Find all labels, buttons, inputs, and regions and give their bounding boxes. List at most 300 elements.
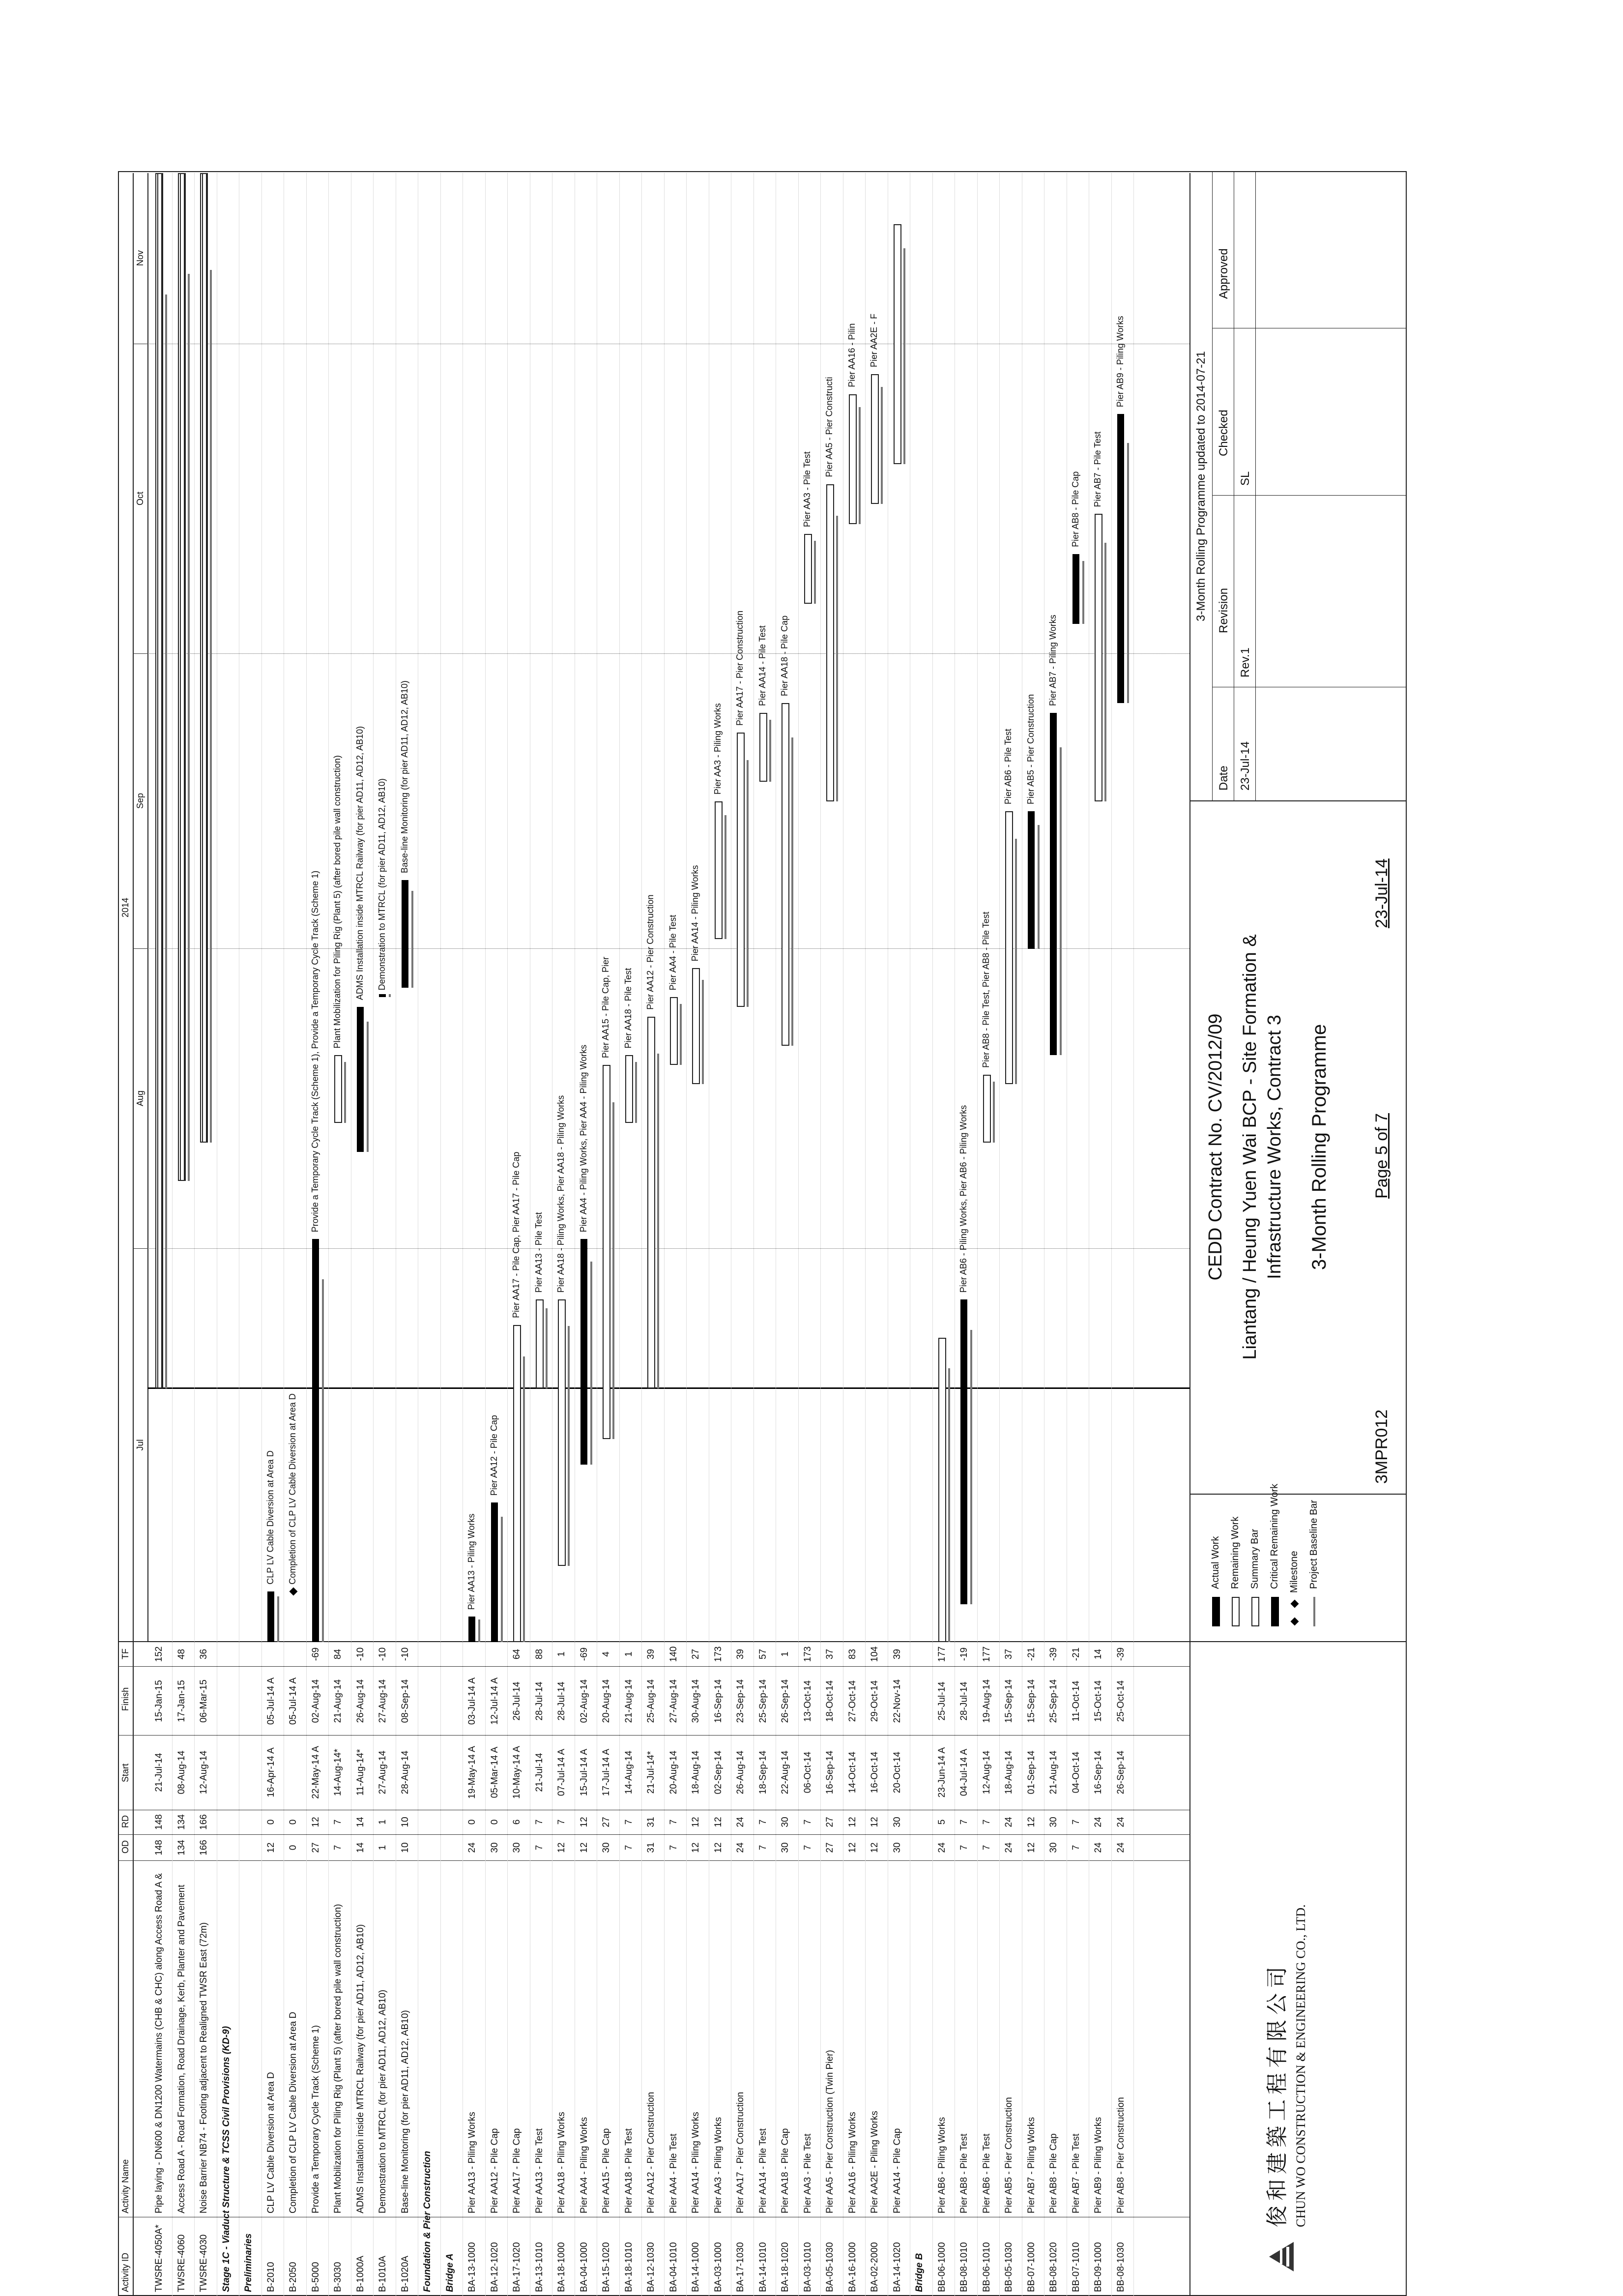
row-separator [306,173,307,2296]
month-gridline [147,1248,1189,1249]
activity-id: BA-03-1000 [713,2242,724,2292]
remaining-duration: 0 [288,1819,298,1825]
table-row[interactable] [1112,1642,1130,2296]
gantt-bar[interactable] [983,1075,991,1143]
finish-date: 30-Aug-14 [691,1679,701,1723]
legend-critical-remaining: Critical Remaining Work [1269,1484,1280,1626]
gantt-bar[interactable] [580,1239,587,1464]
table-row[interactable] [1068,1642,1085,2296]
activity-id: BA-18-1000 [556,2242,567,2292]
bar-label: Pier AA14 - Piling Works [690,865,700,962]
total-float: -39 [1115,1647,1126,1661]
total-float: 14 [1093,1648,1103,1660]
original-duration: 148 [154,1840,164,1855]
table-row[interactable] [553,1642,571,2296]
finish-date: 22-Nov-14 [892,1679,902,1723]
gantt-bar[interactable] [1117,414,1124,703]
gantt-bar[interactable] [513,1325,521,1642]
gantt-bar[interactable] [826,484,834,801]
activity-id: BA-16-1000 [847,2242,858,2292]
baseline-bar [859,407,861,524]
activity-id: BA-18-1010 [623,2242,634,2292]
remaining-duration: 7 [668,1819,679,1825]
bar-label: CLP LV Cable Diversion at Area D [265,1450,275,1585]
gantt-bar[interactable] [267,1591,274,1642]
start-date: 10-May-14 A [512,1746,522,1799]
original-duration: 24 [1115,1842,1126,1853]
legend-baseline: Project Baseline Bar [1308,1500,1320,1626]
table-row[interactable] [262,1642,280,2296]
activity-id: TWSRE-4050A* [154,2224,164,2292]
title-block [1190,800,1406,1495]
total-float: 84 [333,1648,343,1660]
col-od: OD [120,1840,130,1854]
group-row[interactable] [911,1642,928,2296]
remaining-duration: 14 [355,1817,366,1827]
bar-label: Pier AA13 - Pile Test [533,1212,544,1293]
total-float: 140 [668,1646,679,1662]
gantt-bar[interactable] [402,880,408,988]
baseline-bar [970,1330,972,1604]
activity-id: BA-12-1030 [646,2242,656,2292]
activity-name: ADMS Installation inside MTRCL Railway (for pier AD11, AD12, AB10) [355,1924,366,2213]
finish-date: 28-Jul-14 [959,1681,969,1721]
original-duration: 30 [601,1842,611,1853]
group-row[interactable] [419,1642,436,2296]
table-row[interactable] [486,1642,504,2296]
activity-name: Demonstration to MTRCL (for pier AD11, AD12, AB10) [377,1989,388,2213]
activity-id: TWSRE-4030 [199,2234,209,2292]
total-float: 177 [981,1646,992,1662]
start-date: 16-Oct-14 [869,1751,880,1794]
table-row[interactable] [1090,1642,1107,2296]
table-row[interactable] [665,1642,683,2296]
revision-number: Rev.1 [1239,648,1252,677]
remaining-duration: 27 [601,1817,611,1827]
original-duration: 166 [199,1840,209,1855]
finish-date: 26-Jul-14 [512,1681,522,1721]
activity-name: Pier AA17 - Pier Construction [735,2091,746,2213]
table-row[interactable] [508,1642,526,2296]
activity-name: Pier AA3 - Pile Test [802,2133,813,2213]
remaining-duration: 10 [400,1817,410,1827]
gantt-bar[interactable] [670,997,678,1065]
table-row[interactable] [531,1642,549,2296]
activity-id: BA-14-1020 [892,2242,902,2292]
bar-label: Pier AB7 - Pile Test [1093,431,1102,507]
total-float: -10 [400,1647,410,1661]
start-date: 14-Aug-14 [623,1750,634,1795]
bar-label: Pier AA13 - Piling Works [466,1513,476,1610]
total-float: 1 [556,1651,567,1657]
remaining-duration: 134 [176,1814,187,1830]
table-row[interactable] [374,1642,392,2296]
bar-label: Pier AB8 - Pile Cap [1070,471,1080,547]
table-row[interactable] [710,1642,727,2296]
total-float: 173 [802,1646,813,1662]
diamond-icon [1290,1618,1299,1626]
finish-date: 20-Aug-14 [601,1679,611,1723]
start-date: 14-Aug-14* [333,1748,343,1796]
gantt-bar[interactable] [357,1007,364,1152]
row-separator [440,173,441,2296]
activity-id: BB-06-1010 [981,2242,992,2292]
activity-name: Pier AA13 - Pile Test [534,2128,545,2213]
total-float: -19 [959,1647,969,1661]
finish-date: 23-Sep-14 [735,1679,746,1723]
gantt-bar[interactable] [715,801,723,939]
table-row[interactable] [866,1642,884,2296]
remaining-duration: 30 [892,1817,902,1827]
remaining-duration: 7 [802,1819,813,1825]
legend-milestone: Milestone [1289,1551,1300,1626]
table-row[interactable] [799,1642,817,2296]
revision-header-approved: Approved [1217,248,1230,299]
summary-bar[interactable] [180,173,185,1181]
original-duration: 24 [735,1842,746,1853]
baseline-bar [1127,443,1129,703]
bar-label: Pier AB6 - Piling Works, Pier AB6 - Piling Works [958,1105,968,1293]
remaining-duration: 166 [199,1814,209,1830]
total-float: 39 [892,1648,902,1660]
start-date: 16-Sep-14 [1093,1750,1103,1795]
original-duration: 12 [691,1842,701,1853]
gantt-bar[interactable] [849,394,857,524]
month-nov: Nov [133,173,147,344]
total-float: -39 [1048,1647,1059,1661]
row-separator [194,173,195,2296]
row-separator [820,173,821,2296]
finish-date: 15-Sep-14 [1026,1679,1037,1723]
gantt-bar[interactable] [692,968,700,1084]
bar-label: Pier AA3 - Piling Works [712,703,723,795]
start-date: 18-Sep-14 [757,1750,768,1795]
start-date: 12-Aug-14 [981,1750,992,1795]
gantt-bar[interactable] [759,713,767,782]
baseline-bar [993,1082,995,1143]
activity-name: Pier AB8 - Pier Construction [1115,2097,1126,2213]
row-separator [686,173,687,2296]
gantt-bar[interactable] [1095,514,1102,801]
finish-date: 02-Aug-14 [579,1679,589,1723]
table-row[interactable] [464,1642,481,2296]
finish-date: 28-Jul-14 [534,1681,545,1721]
baseline-bar [814,541,816,604]
start-date: 20-Oct-14 [892,1751,902,1794]
remaining-duration: 24 [1115,1817,1126,1827]
baseline-bar [1038,825,1040,949]
activity-id: BA-18-1020 [780,2242,790,2292]
activity-id: B-1010A [377,2256,388,2292]
month-jul: Jul [133,1248,147,1642]
remaining-duration: 12 [869,1817,880,1827]
gantt-bar[interactable] [536,1299,544,1388]
activity-id: BA-02-2000 [869,2242,880,2292]
original-duration: 31 [646,1842,656,1853]
finish-date: 12-Jul-14 A [489,1677,500,1725]
finish-date: 25-Sep-14 [757,1679,768,1723]
activity-name: Pier AB8 - Pile Cap [1048,2133,1059,2213]
bar-label: Pier AA18 - Pile Cap [780,615,789,696]
remaining-duration: 7 [534,1819,545,1825]
table-row[interactable] [978,1642,996,2296]
revision-header-checked: Checked [1217,410,1230,456]
total-float: 177 [936,1646,947,1662]
bar-label: Pier AA12 - Pier Construction [645,894,655,1010]
activity-name: Provide a Temporary Cycle Track (Scheme 1) [310,2025,321,2213]
activity-name: Pier AA14 - Pile Test [757,2128,768,2213]
revision-checked: SL [1239,471,1252,486]
group-row[interactable] [218,1642,235,2296]
start-date: 06-Oct-14 [802,1751,813,1794]
activity-name: Pier AA17 - Pile Cap [512,2128,522,2213]
baseline-bar [546,1308,548,1388]
remaining-duration: 148 [154,1814,164,1830]
footer [1189,173,1406,2296]
bar-label: Pier AA16 - Pilin [846,323,857,387]
finish-date: 26-Sep-14 [780,1679,790,1723]
gantt-bar[interactable] [334,1055,342,1123]
original-duration: 10 [400,1842,410,1853]
total-float: 39 [646,1648,656,1660]
data-date-line [147,1387,1189,1389]
finish-date: 05-Jul-14 A [288,1677,298,1725]
finish-date: 25-Oct-14 [1115,1680,1126,1722]
start-date: 21-Aug-14 [1048,1750,1059,1795]
table-row[interactable] [173,1642,191,2296]
total-float: 27 [691,1648,701,1660]
activity-id: BA-14-1010 [757,2242,768,2292]
original-duration: 30 [1048,1842,1059,1853]
original-duration: 7 [1071,1845,1081,1851]
gantt-bar[interactable] [871,374,879,504]
bar-label: Plant Mobilization for Piling Rig (Plant 5) (after bored pile wall construction) [332,755,342,1049]
activity-id: TWSRE-4060 [176,2234,187,2292]
gantt-bar[interactable] [894,224,901,464]
remaining-duration: 0 [265,1819,276,1825]
activity-name: Pipe laying - DN600 & DN1200 Watermains (CHB & CHC) along Access Road A & [154,1873,164,2213]
revision-date: 23-Jul-14 [1239,741,1252,791]
original-duration: 30 [892,1842,902,1853]
gantt-bar[interactable] [379,994,386,997]
gantt-bar[interactable] [804,534,812,604]
activity-id: BA-13-1010 [534,2242,545,2292]
group-title: Bridge B [914,2253,925,2292]
remaining-duration: 24 [1004,1817,1014,1827]
start-date: 22-Aug-14 [780,1750,790,1795]
table-row[interactable] [642,1642,660,2296]
table-row[interactable] [754,1642,772,2296]
original-duration: 12 [556,1842,567,1853]
bar-label: Pier AB6 - Pile Test [1003,729,1013,804]
table-row[interactable] [1023,1642,1041,2296]
table-row[interactable] [933,1642,951,2296]
bar-label: Pier AA17 - Pile Cap, Pier AA17 - Pile Cap [511,1151,521,1318]
bar-label: Pier AB7 - Piling Works [1048,615,1058,706]
original-duration: 24 [936,1842,947,1853]
finish-date: 27-Aug-14 [668,1679,679,1723]
table-row[interactable] [598,1642,615,2296]
total-float: 64 [512,1648,522,1660]
finish-date: 28-Jul-14 [556,1681,567,1721]
original-duration: 12 [847,1842,858,1853]
programme-date: 23-Jul-14 [1372,858,1391,928]
gantt-bar[interactable] [1028,811,1035,949]
table-row[interactable] [352,1642,370,2296]
baseline-bar [344,1062,346,1123]
activity-id: BB-07-1010 [1071,2242,1081,2292]
original-duration: 7 [802,1845,813,1851]
activity-name: Pier AB6 - Pile Test [981,2133,992,2213]
total-float: 104 [869,1646,880,1662]
gantt-bar[interactable] [938,1338,946,1642]
baseline-bar [680,1004,682,1065]
remaining-duration: 6 [512,1819,522,1825]
table-row[interactable] [329,1642,347,2296]
activity-name: Pier AA3 - Piling Works [713,2117,724,2213]
gantt-bar[interactable] [647,1017,655,1388]
original-duration: 0 [288,1845,298,1851]
table-row[interactable] [307,1642,325,2296]
finish-date: 15-Jan-15 [154,1680,164,1722]
table-row[interactable] [821,1642,839,2296]
month-oct: Oct [133,344,147,654]
gantt-bar[interactable] [625,1055,633,1123]
remaining-duration: 1 [377,1819,388,1825]
original-duration: 30 [489,1842,500,1853]
start-date: 28-Aug-14 [400,1750,410,1795]
summary-bar[interactable] [157,173,162,1388]
table-row[interactable] [195,1642,213,2296]
total-float: 36 [199,1648,209,1660]
activity-id: BB-08-1010 [959,2242,969,2292]
remaining-duration: 7 [981,1819,992,1825]
start-date: 19-May-14 A [467,1746,477,1799]
activity-name: Pier AB9 - Piling Works [1093,2117,1103,2213]
table-row[interactable] [687,1642,705,2296]
remaining-duration: 7 [333,1819,343,1825]
project-title-line2: Infrastructure Works, Contract 3 [1264,1015,1285,1279]
finish-date: 25-Jul-14 [936,1681,947,1721]
total-float: 173 [713,1646,724,1662]
original-duration: 12 [1026,1842,1037,1853]
activity-name: Plant Mobilization for Piling Rig (Plant 5) (after bored pile wall construction) [333,1904,343,2213]
row-separator [172,173,173,2296]
group-row[interactable] [240,1642,258,2296]
row-separator [641,173,642,2296]
finish-date: 11-Oct-14 [1071,1680,1081,1722]
group-title: Preliminaries [243,2233,254,2292]
table-row[interactable] [1045,1642,1063,2296]
finish-date: 25-Aug-14 [646,1679,656,1723]
activity-name: Pier AA16 - Piling Works [847,2112,858,2213]
revision-header-revision: Revision [1217,588,1230,633]
remaining-duration: 7 [623,1819,634,1825]
activity-name: Pier AB7 - Pile Test [1071,2133,1081,2213]
activity-name: Pier AA2E - Piling Works [869,2111,880,2213]
total-float: -21 [1026,1647,1037,1661]
table-row[interactable] [889,1642,906,2296]
baseline-bar [277,1596,279,1642]
gantt-bar[interactable] [1072,554,1079,624]
table-row[interactable] [150,1642,168,2296]
activity-id: B-1000A [355,2256,366,2292]
table-row[interactable] [576,1642,593,2296]
remaining-duration: 0 [489,1819,500,1825]
doc-code: 3MPR012 [1372,1409,1391,1484]
gantt-bar[interactable] [468,1617,475,1642]
gantt-bar[interactable] [558,1299,566,1566]
gantt-bar[interactable] [960,1299,967,1604]
start-date: 14-Oct-14 [847,1751,858,1794]
row-separator [507,173,508,2296]
baseline-bar [903,248,905,464]
baseline-bar [188,274,190,1181]
bar-label: Pier AB9 - Piling Works [1115,316,1125,408]
company-logo-icon [1264,2237,1304,2276]
baseline-bar [389,994,391,997]
activity-name: Pier AA18 - Piling Works [556,2112,567,2213]
bar-label: Pier AA5 - Pier Constructi [824,377,834,477]
baseline-bar [478,1619,480,1642]
gantt-bar[interactable] [1005,811,1013,1084]
remaining-duration: 12 [847,1817,858,1827]
total-float: 39 [735,1648,746,1660]
table-row[interactable] [956,1642,973,2296]
remaining-duration: 30 [1048,1817,1059,1827]
gantt-bar[interactable] [491,1502,498,1642]
table-row[interactable] [844,1642,862,2296]
table-row[interactable] [620,1642,638,2296]
group-row[interactable] [441,1642,459,2296]
table-row[interactable] [777,1642,794,2296]
activity-id: BB-08-1020 [1048,2242,1059,2292]
baseline-bar [367,1022,369,1152]
total-float: 1 [623,1651,634,1657]
finish-date: 21-Aug-14 [623,1679,634,1723]
bar-label: Pier AA14 - Pile Test [757,625,767,706]
gantt-bar[interactable] [603,1065,610,1439]
start-date: 04-Jul-14 A [959,1748,969,1796]
start-date: 02-Sep-14 [713,1750,724,1795]
gantt-bar[interactable] [312,1239,319,1642]
group-title: Foundation & Pier Construction [422,2150,433,2292]
remaining-duration: 24 [735,1817,746,1827]
summary-bar[interactable] [202,173,207,1143]
gantt-bar[interactable] [737,733,745,1007]
remaining-duration: 12 [691,1817,701,1827]
finish-date: 06-Mar-15 [199,1679,209,1723]
total-float: 57 [757,1648,768,1660]
group-title: Stage 1C - Viaduct Structure & TCSS Civil Provisions (KD-9) [221,2026,232,2292]
page-number: Page 5 of 7 [1372,1113,1391,1199]
table-row[interactable] [285,1642,302,2296]
gantt-bar[interactable] [1050,713,1057,1055]
activity-id: BB-06-1000 [936,2242,947,2292]
activity-id: BB-08-1030 [1115,2242,1126,2292]
company-name-cn: 俊和建築工程有限公司 [1265,1962,1290,2227]
start-date: 08-Aug-14 [176,1750,187,1795]
table-row[interactable] [1000,1642,1018,2296]
baseline-bar [702,980,704,1085]
activity-id: BB-09-1000 [1093,2242,1103,2292]
original-duration: 24 [1004,1842,1014,1853]
group-title: Bridge A [444,2253,455,2292]
table-row[interactable] [732,1642,750,2296]
table-row[interactable] [397,1642,414,2296]
finish-date: 03-Jul-14 A [467,1677,477,1725]
gantt-bar[interactable] [782,703,789,1046]
